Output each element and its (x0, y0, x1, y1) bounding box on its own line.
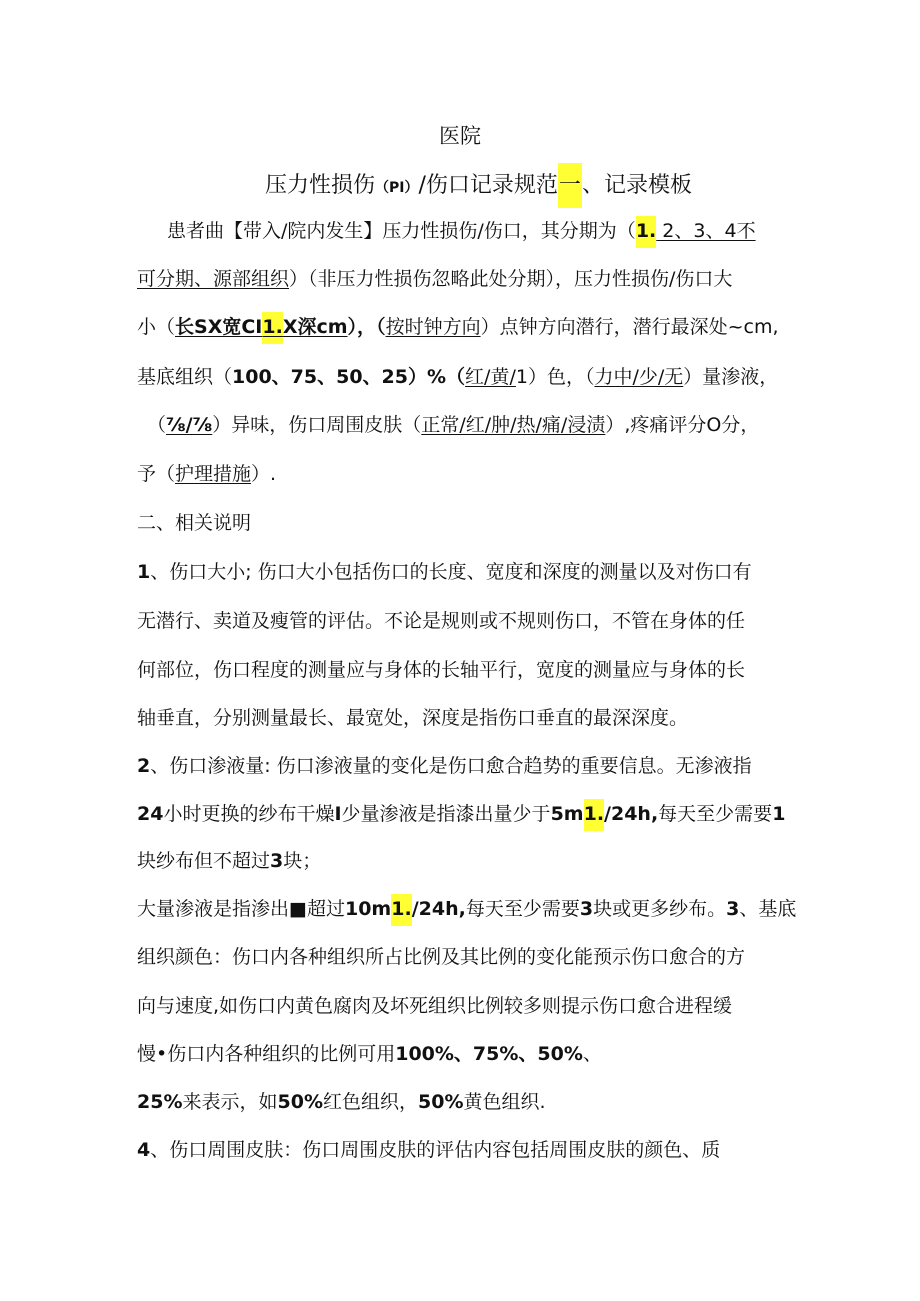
p3-line-1: 大量渗液是指渗出■超过10m1./24h,每天至少需要3块或更多纱布。3、基底 (137, 896, 796, 922)
subtitle-highlight: 一 (558, 163, 582, 208)
p3-line-4: 慢•伤口内各种组织的比例可用100%、75%、50%、 (137, 1043, 602, 1065)
subtitle-part: 、记录模板 (581, 173, 692, 198)
highlight-mark: 1. (262, 312, 282, 344)
template-line-3: 小（长SX宽CI1.X深cm），（按时钟方向）点钟方向潜行，潜行最深处~cm, (137, 314, 779, 340)
template-line-1: 患者曲【带入/院内发生】压力性损伤/伤口，其分期为（1. 2、3、4不 (167, 218, 756, 244)
template-line-5: （⅞/⅞）异味，伤口周围皮肤（正常/红/肿/热/痛/浸渍）,疼痛评分O分， (147, 414, 760, 436)
p2-line-1: 2、伤口渗液量: 伤口渗液量的变化是伤口愈合趋势的重要信息。无渗液指 (137, 755, 752, 777)
subtitle-part: 压力性损伤 (265, 173, 376, 198)
p4-line-1: 4、伤口周围皮肤：伤口周围皮肤的评估内容包括周围皮肤的颜色、质 (137, 1139, 721, 1161)
p2-line-2: 24小时更换的纱布干燥I少量渗液是指漆出量少于5m1./24h,每天至少需要1 (137, 801, 785, 827)
p3-line-2: 组织颜色：伤口内各种组织所占比例及其比例的变化能预示伤口愈合的方 (137, 946, 746, 968)
highlight-mark: 1. (584, 799, 604, 831)
p3-line-5: 25%来表示，如50%红色组织，50%黄色组织. (137, 1091, 546, 1113)
document-subtitle (265, 168, 692, 199)
p1-line-1: 1、伤口大小; 伤口大小包括伤口的长度、宽度和深度的测量以及对伤口有 (137, 561, 752, 583)
p1-line-4: 轴垂直，分别测量最长、最宽处，深度是指伤口垂直的最深深度。 (137, 707, 689, 729)
highlight-mark: 1. (391, 894, 411, 926)
section-heading-2: 二、相关说明 (137, 512, 252, 534)
template-line-6: 予（护理措施）. (137, 463, 277, 485)
p2-line-3: 块纱布但不超过3块； (137, 850, 322, 872)
p1-line-2: 无潜行、卖道及瘦管的评估。不论是规则或不规则伤口，不管在身体的任 (137, 610, 746, 632)
subtitle-pi: （PI） (375, 180, 419, 196)
hospital-title: 医院 (439, 124, 481, 148)
highlight-mark: 1. (636, 216, 656, 248)
p3-line-3: 向与速度,如伤口内黄色腐肉及坏死组织比例较多则提示伤口愈合进程缓 (137, 995, 733, 1017)
subtitle-part: /伤口记录规范 (418, 173, 558, 198)
template-line-4: 基底组织（100、75、50、25）%（红/黄/1）色，（力中/少/无）量渗液， (137, 366, 779, 388)
template-line-2: 可分期、源部组织）（非压力性损伤忽略此处分期），压力性损伤/伤口大 (137, 268, 733, 290)
p1-line-3: 何部位，伤口程度的测量应与身体的长轴平行，宽度的测量应与身体的长 (137, 659, 746, 681)
